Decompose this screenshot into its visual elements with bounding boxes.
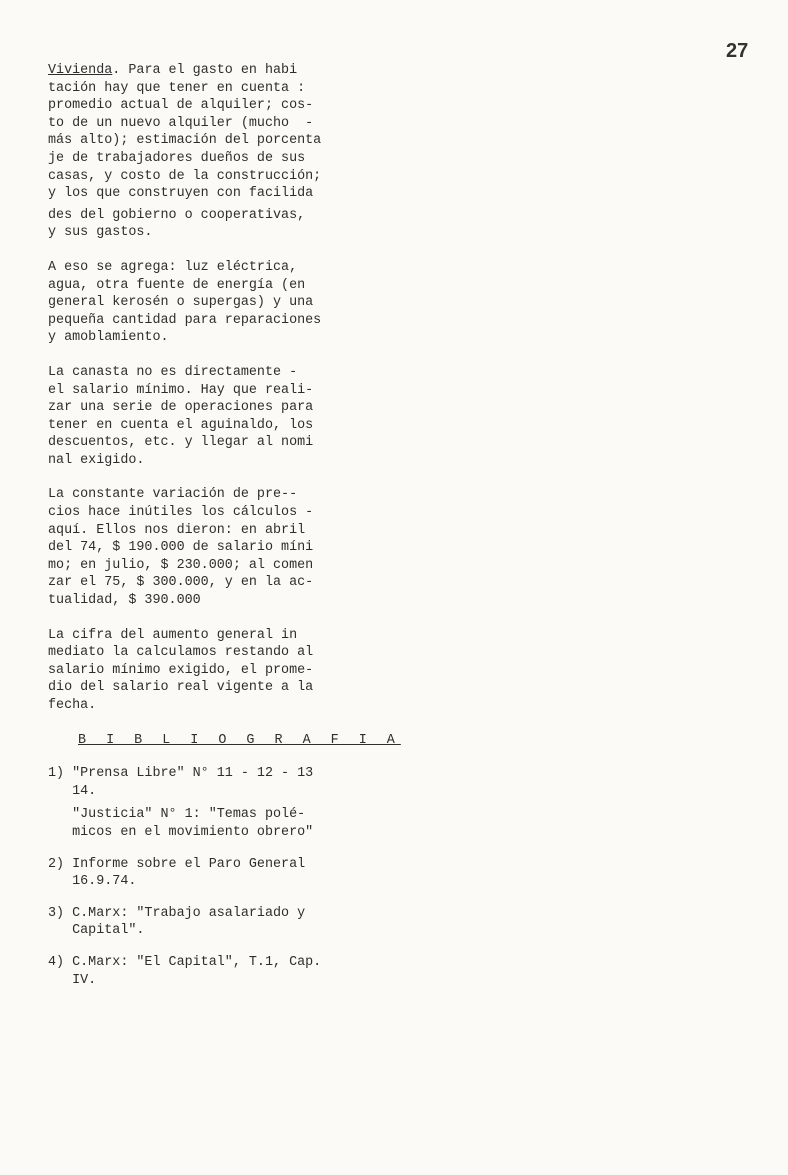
text-line: Capital". bbox=[48, 923, 145, 939]
bibliography-item bbox=[48, 765, 368, 800]
paragraph-vivienda bbox=[48, 62, 368, 242]
text-line: y amoblamiento. bbox=[48, 330, 169, 346]
text-line: 1) "Prensa Libre" N° 11 - 12 - 13 bbox=[48, 766, 314, 782]
text-line: agua, otra fuente de energía (en bbox=[48, 277, 306, 293]
bibliography-item bbox=[48, 954, 368, 989]
heading-vivienda: Vivienda bbox=[48, 63, 113, 78]
text-line: y los que construyen con facilida bbox=[48, 186, 314, 202]
text-line: tener en cuenta el aguinaldo, los bbox=[48, 417, 314, 433]
text-line: A eso se agrega: luz eléctrica, bbox=[48, 259, 298, 275]
text-line: cios hace inútiles los cálculos - bbox=[48, 505, 314, 521]
text-line: je de trabajadores dueños de sus bbox=[48, 150, 306, 166]
text-line: mediato la calculamos restando al bbox=[48, 645, 314, 661]
text-line: zar una serie de operaciones para bbox=[48, 400, 314, 416]
text-line: "Justicia" N° 1: "Temas polé- bbox=[48, 807, 306, 823]
bibliography-item bbox=[48, 856, 368, 891]
text-line: zar el 75, $ 300.000, y en la ac- bbox=[48, 575, 314, 591]
text-line: La canasta no es directamente - bbox=[48, 364, 298, 380]
text-line: y sus gastos. bbox=[48, 225, 153, 241]
bibliography-item bbox=[48, 806, 368, 841]
text-line: 16.9.74. bbox=[48, 874, 137, 890]
text-line: dio del salario real vigente a la bbox=[48, 680, 314, 696]
bibliography-item bbox=[48, 905, 368, 940]
paragraph-servicios bbox=[48, 259, 368, 347]
text-line: La cifra del aumento general in bbox=[48, 627, 298, 643]
text-line: promedio actual de alquiler; cos- bbox=[48, 98, 314, 114]
paragraph-precios bbox=[48, 486, 368, 609]
text-line: más alto); estimación del porcenta bbox=[48, 133, 322, 149]
text-line: descuentos, etc. y llegar al nomi bbox=[48, 435, 314, 451]
paragraph-aumento bbox=[48, 627, 368, 715]
text-line: 3) C.Marx: "Trabajo asalariado y bbox=[48, 905, 306, 921]
page-number: 27 bbox=[726, 40, 749, 62]
text-line: general kerosén o supergas) y una bbox=[48, 295, 314, 311]
text-line: salario mínimo exigido, el prome- bbox=[48, 662, 314, 678]
text-line: IV. bbox=[48, 972, 97, 988]
text-line: fecha. bbox=[48, 698, 97, 713]
text-line: 4) C.Marx: "El Capital", T.1, Cap. bbox=[48, 954, 322, 970]
text-line: 14. bbox=[48, 783, 97, 799]
text-line bbox=[48, 62, 368, 80]
text-line: tación hay que tener en cuenta : bbox=[48, 80, 306, 96]
text-line: micos en el movimiento obrero" bbox=[48, 824, 314, 840]
text-column bbox=[48, 62, 401, 1003]
text-line: to de un nuevo alquiler (mucho - bbox=[48, 115, 314, 131]
text-line: el salario mínimo. Hay que reali- bbox=[48, 382, 314, 398]
paragraph-canasta bbox=[48, 364, 368, 470]
text-line: mo; en julio, $ 230.000; al comen bbox=[48, 557, 314, 573]
text-line: 2) Informe sobre el Paro General bbox=[48, 856, 306, 872]
text-line: tualidad, $ 390.000 bbox=[48, 593, 201, 609]
text-line: des del gobierno o cooperativas, bbox=[48, 207, 306, 223]
text-line: nal exigido. bbox=[48, 452, 145, 468]
text-line: La constante variación de pre-- bbox=[48, 487, 298, 503]
text-line-rest: . Para el gasto en habi bbox=[112, 63, 298, 78]
text-line: del 74, $ 190.000 de salario míni bbox=[48, 540, 314, 556]
text-line: casas, y costo de la construcción; bbox=[48, 168, 322, 184]
bibliography-title: B I B L I O G R A F I A bbox=[78, 732, 401, 748]
text-line: aquí. Ellos nos dieron: en abril bbox=[48, 522, 306, 538]
text-line: pequeña cantidad para reparaciones bbox=[48, 312, 322, 328]
